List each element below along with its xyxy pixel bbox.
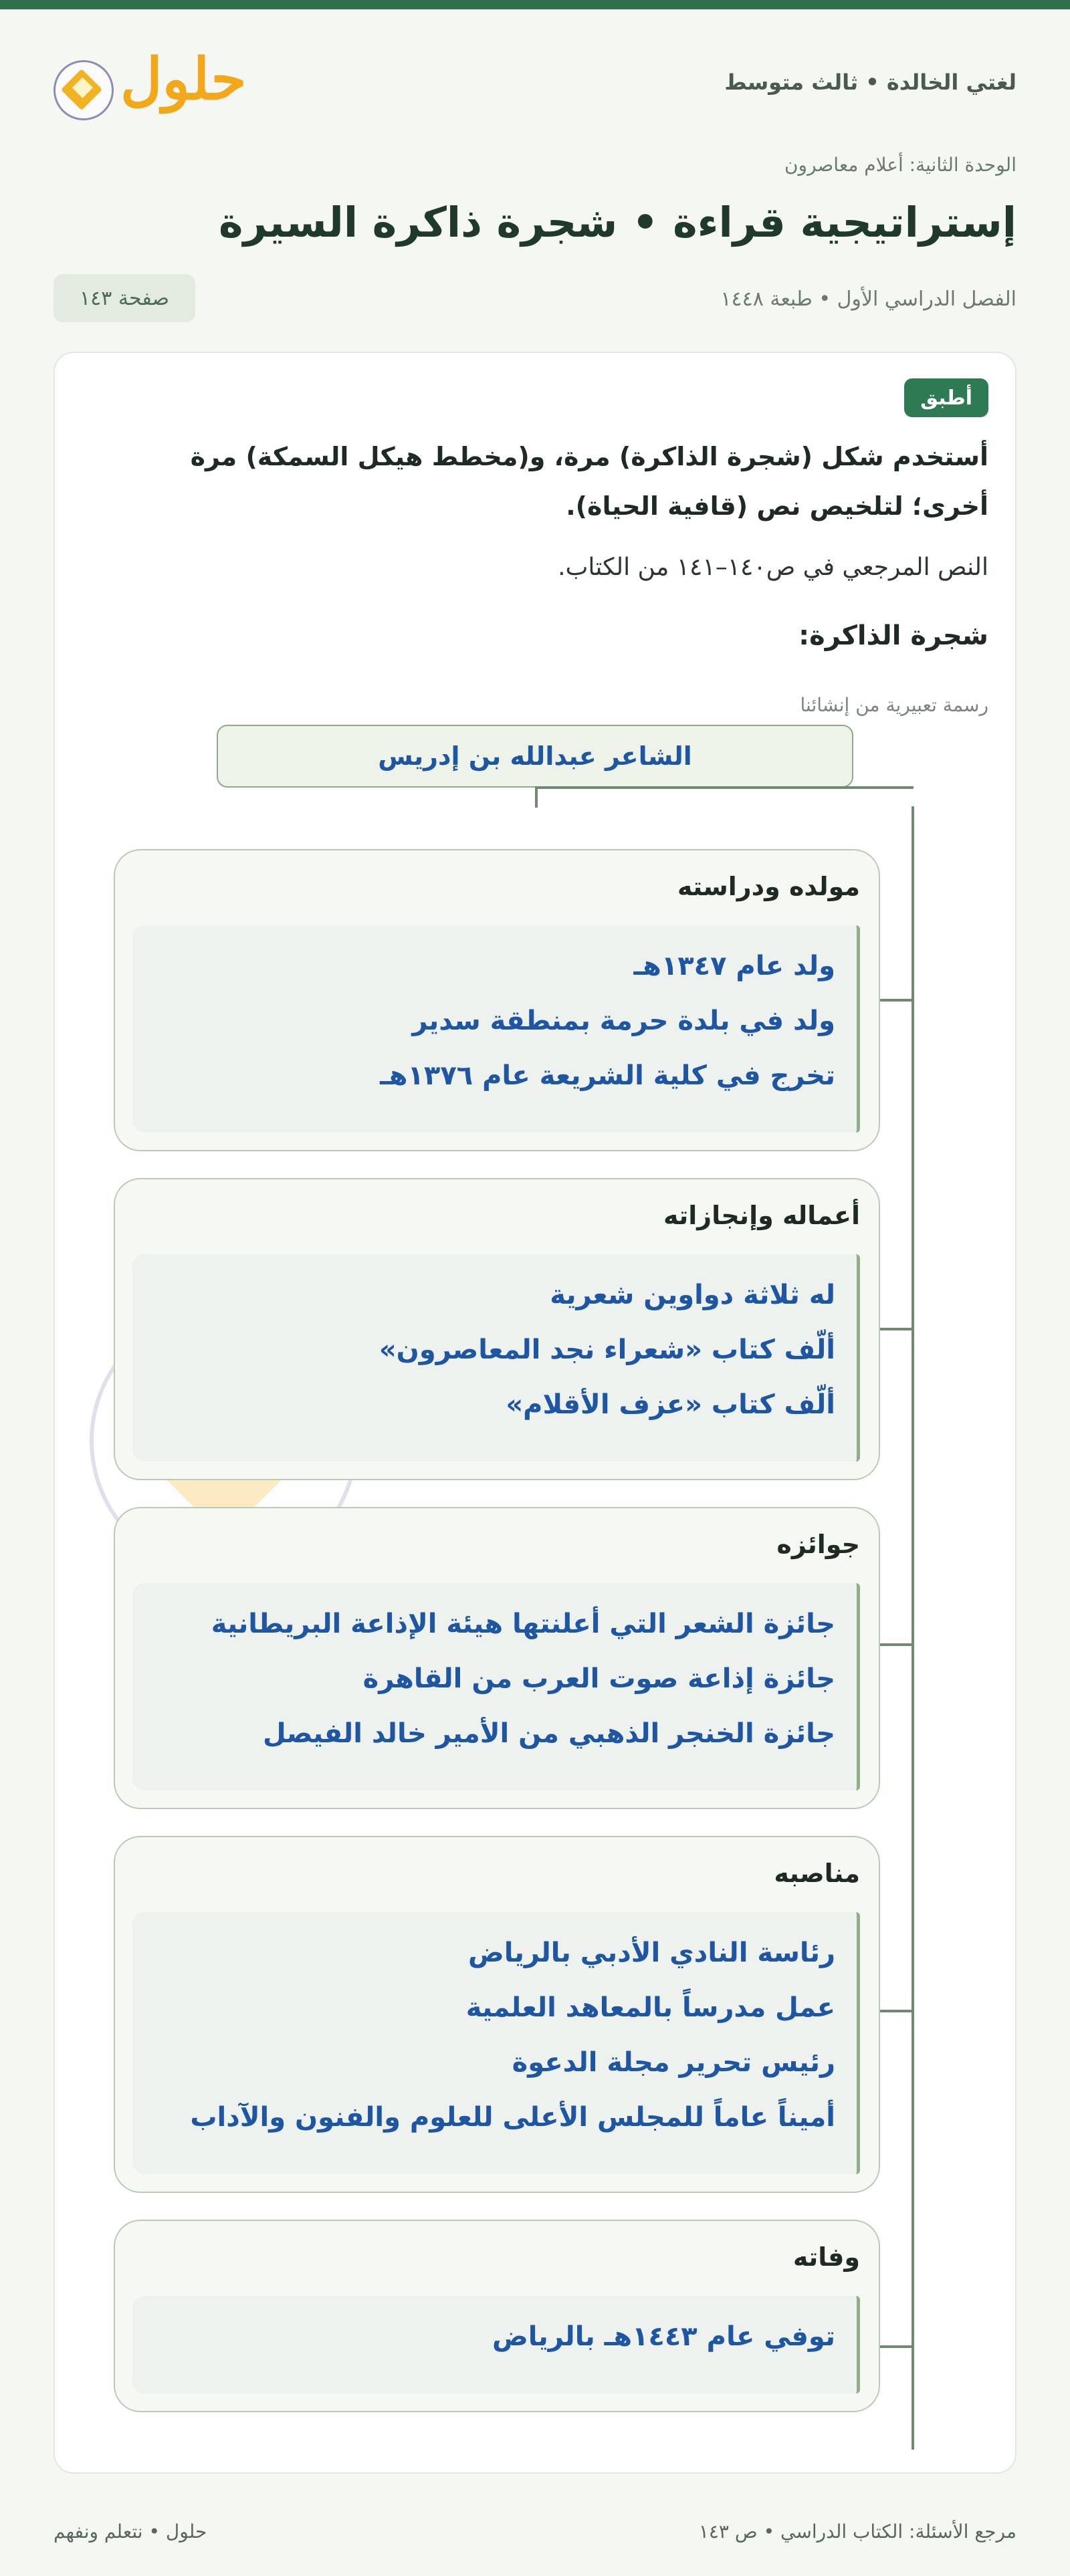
page-number-badge: صفحة ١٤٣: [54, 274, 195, 322]
branch-item: ألّف كتاب «شعراء نجد المعاصرون»: [379, 1334, 835, 1365]
tree-trunk: [912, 806, 914, 2450]
apply-badge: أطبق: [904, 378, 988, 417]
term-label: الفصل الدراسي الأول • طبعة ١٤٤٨: [720, 287, 1016, 311]
branch-item: أميناً عاماً للمجلس الأعلى للعلوم والفنون والآداب: [190, 2102, 835, 2133]
branch-item: ولد في بلدة حرمة بمنطقة سدير: [412, 1006, 835, 1036]
tree-root-connector: [535, 786, 914, 789]
section-heading: شجرة الذاكرة:: [798, 620, 988, 651]
branch-title: مناصبه: [774, 1859, 860, 1888]
branch-item: ألّف كتاب «عزف الأقلام»: [506, 1389, 835, 1420]
branch-item: جائزة إذاعة صوت العرب من القاهرة: [362, 1663, 835, 1694]
branch-connector: [880, 1328, 912, 1330]
page-title: إستراتيجية قراءة • شجرة ذاكرة السيرة: [218, 198, 1016, 247]
branch-item: جائزة الشعر التي أعلنتها هيئة الإذاعة البريطانية: [211, 1609, 835, 1639]
branch-connector: [880, 1643, 912, 1646]
branch-title: مولده ودراسته: [677, 872, 860, 901]
branch-item: ولد عام ١٣٤٧هـ: [633, 951, 835, 981]
exercise-instruction: أستخدم شكل (شجرة الذاكرة) مرة، و(مخطط هيكل السمكة) مرة أخرى؛ لتلخيص نص (قافية الحياة).: [190, 442, 988, 521]
footer-source: مرجع الأسئلة: الكتاب الدراسي • ص ١٤٣: [698, 2521, 1016, 2543]
branch-item: جائزة الخنجر الذهبي من الأمير خالد الفيصل: [262, 1718, 835, 1749]
branch-awards: [114, 1507, 880, 1809]
branch-item: تخرج في كلية الشريعة عام ١٣٧٦هـ: [380, 1060, 835, 1091]
tree-root-node: الشاعر عبدالله بن إدريس: [217, 725, 853, 788]
illustration-caption: رسمة تعبيرية من إنشائنا: [800, 694, 988, 716]
branch-items: [132, 925, 860, 1133]
branch-item: رئاسة النادي الأدبي بالرياض: [467, 1938, 835, 1968]
branch-items: [132, 1254, 860, 1461]
branch-item: عمل مدرساً بالمعاهد العلمية: [465, 1992, 835, 2023]
branch-title: وفاته: [792, 2242, 860, 2272]
branch-item: له ثلاثة دواوين شعرية: [550, 1280, 835, 1310]
branch-works-achievements: [114, 1178, 880, 1480]
tree-root-stub: [535, 786, 538, 808]
branch-connector: [880, 2010, 912, 2012]
branch-title: أعماله وإنجازاته: [663, 1201, 860, 1230]
top-accent-bar: [0, 0, 1070, 9]
footer-brand: حلول • نتعلم ونفهم: [54, 2521, 207, 2543]
branch-items: [132, 1912, 860, 2174]
series-title: لغتي الخالدة • ثالث متوسط: [724, 70, 1016, 95]
branch-item: رئيس تحرير مجلة الدعوة: [512, 2047, 835, 2078]
unit-label: الوحدة الثانية: أعلام معاصرون: [784, 154, 1016, 176]
reference-note: النص المرجعي في ص١٤٠–١٤١ من الكتاب.: [558, 554, 988, 581]
branch-connector: [880, 999, 912, 1002]
branch-death: [114, 2220, 880, 2412]
branch-connector: [880, 2345, 912, 2348]
branch-title: جوائزه: [776, 1530, 860, 1559]
page-header: [54, 40, 1016, 134]
logo-wordmark: حلول: [120, 45, 247, 113]
branch-item: توفي عام ١٤٤٣هـ بالرياض: [492, 2321, 835, 2352]
branch-birth-education: [114, 849, 880, 1151]
branch-items: [132, 2296, 860, 2393]
site-logo[interactable]: [54, 45, 254, 126]
branch-items: [132, 1583, 860, 1790]
branch-positions: [114, 1836, 880, 2193]
